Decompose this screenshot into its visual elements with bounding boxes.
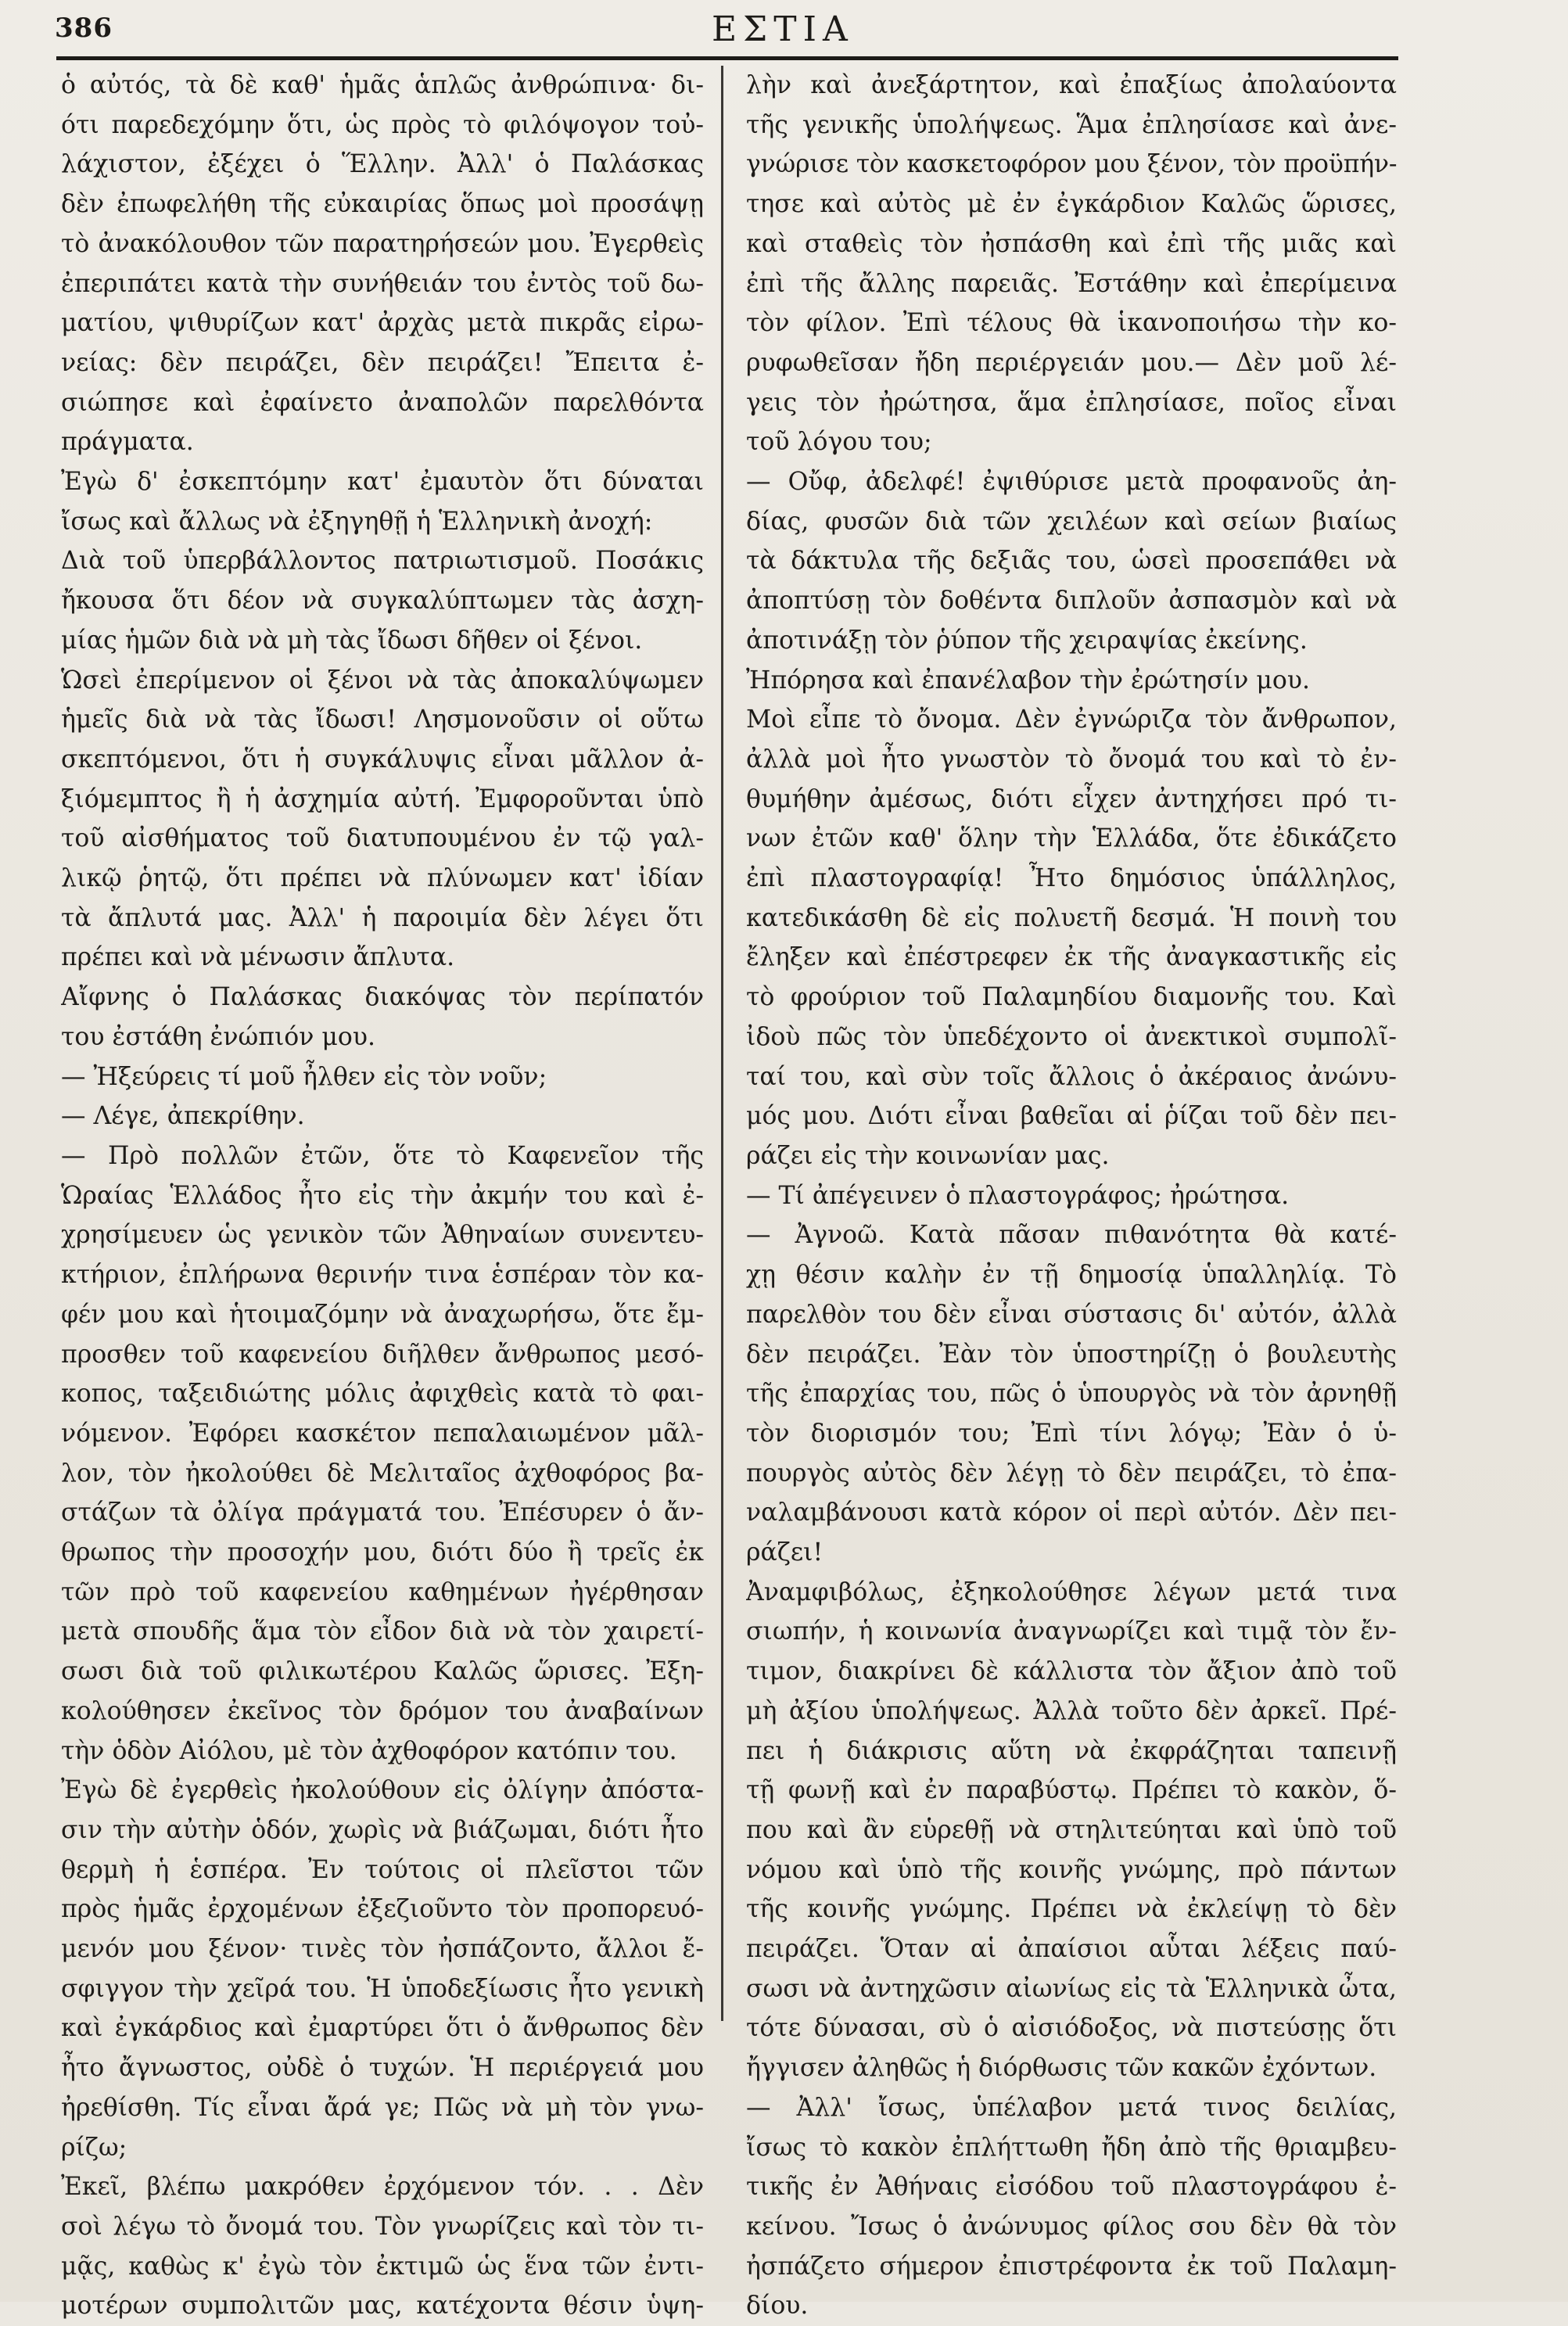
- text-line: τιμον, διακρίνει δὲ κάλλιστα τὸν ἄξιον ἀπὸ τοῦ: [746, 1657, 1397, 1686]
- text-line: Ἐγὼ δ' ἐσκεπτόμην κατ' ἐμαυτὸν ὅτι δύναται: [61, 468, 704, 497]
- text-line: ἴσως καὶ ἄλλως νὰ ἐξηγηθῇ ἡ Ἑλληνικὴ ἀνοχή:: [61, 507, 653, 536]
- text-line: θερμὴ ἡ ἑσπέρα. Ἐν τούτοις οἱ πλεῖστοι τῶν: [61, 1855, 704, 1884]
- text-line: φέν μου καὶ ἡτοιμαζόμην νὰ ἀναχωρήσω, ὅτε ἔμ-: [61, 1300, 704, 1329]
- text-line: τησε καὶ αὐτὸς μὲ ἐν ἐγκάρδιον Καλῶς ὥρισες,: [746, 190, 1397, 219]
- text-line: ἔληξεν καὶ ἐπέστρεφεν ἐκ τῆς ἀναγκαστικῆς εἰς: [746, 943, 1397, 972]
- text-line: ξιόμεμπτος ἢ ἡ ἀσχημία αὐτή. Ἐμφοροῦνται ὑπὸ: [61, 784, 704, 813]
- text-line: του ἐστάθη ἐνώπιόν μου.: [61, 1022, 376, 1051]
- text-line: τῶν πρὸ τοῦ καφενείου καθημένων ἠγέρθησαν: [61, 1578, 704, 1606]
- text-line: πει ἡ διάκρισις αὕτη νὰ ἐκφράζηται ταπεινῇ: [746, 1736, 1397, 1765]
- text-line: Μοὶ εἶπε τὸ ὄνομα. Δὲν ἐγνώριζα τὸν ἄνθρωπον,: [746, 705, 1397, 734]
- text-line: — Λέγε, ἀπεκρίθην.: [61, 1102, 305, 1131]
- text-line: τῆς κοινῆς γνώμης. Πρέπει νὰ ἐκλείψῃ τὸ δὲν: [746, 1895, 1397, 1924]
- text-line: γεις τὸν ἠρώτησα, ἅμα ἐπλησίασε, ποῖος εἶναι: [746, 388, 1397, 417]
- column-divider: [721, 66, 723, 2021]
- text-line: νείας: δὲν πειράζει, δὲν πειράζει! Ἔπειτα ἐ-: [61, 348, 704, 377]
- text-line: σκεπτόμενοι, ὅτι ἡ συγκάλυψις εἶναι μᾶλλον ἀ-: [61, 745, 704, 774]
- text-line: Ὡσεὶ ἐπερίμενον οἱ ξένοι νὰ τὰς ἀποκαλύψωμεν: [61, 666, 704, 695]
- text-line: μᾷς, καθὼς κ' ἐγὼ τὸν ἐκτιμῶ ὡς ἕνα τῶν ἐντι-: [61, 2252, 704, 2281]
- text-line: παρελθὸν του δὲν εἶναι σύστασις δι' αὐτόν, ἀλλὰ: [746, 1300, 1397, 1329]
- text-line: ἠσπάζετο σήμερον ἐπιστρέφοντα ἐκ τοῦ Παλαμη-: [746, 2252, 1397, 2281]
- text-line: μὴ ἀξίου ὑπολήψεως. Ἀλλὰ τοῦτο δὲν ἀρκεῖ. Πρέ-: [746, 1696, 1397, 1725]
- text-line: θυμήθην ἀμέσως, διότι εἶχεν ἀντηχήσει πρό τι-: [746, 784, 1397, 813]
- text-line: γνώρισε τὸν κασκετοφόρον μου ξένον, τὸν προϋπήν-: [746, 150, 1397, 179]
- text-line: Ὡραίας Ἑλλάδος ἦτο εἰς τὴν ἀκμήν του καὶ ἐ-: [61, 1181, 704, 1210]
- text-line: δίας, φυσῶν διὰ τῶν χειλέων καὶ σείων βιαίως: [746, 507, 1397, 536]
- text-line: τῆς ἐπαρχίας του, πῶς ὁ ὑπουργὸς νὰ τὸν ἀρνηθῇ: [746, 1380, 1397, 1409]
- text-line: κατεδικάσθη δὲ εἰς πολυετῆ δεσμά. Ἡ ποινὴ του: [746, 903, 1397, 932]
- text-line: τὸν φίλον. Ἐπὶ τέλους θὰ ἱκανοποιήσω τὴν κο-: [746, 309, 1397, 338]
- text-line: ἐπὶ τῆς ἄλλης παρειᾶς. Ἐστάθην καὶ ἐπερίμεινα: [746, 269, 1397, 298]
- text-line: τῇ φωνῇ καὶ ἐν παραβύστῳ. Πρέπει τὸ κακὸν, ὅ-: [746, 1776, 1397, 1805]
- text-line: χῃ θέσιν καλὴν ἐν τῇ δημοσίᾳ ὑπαλληλίᾳ. Τὸ: [746, 1261, 1397, 1290]
- text-line: ἀποπτύσῃ τὸν δοθέντα διπλοῦν ἀσπασμὸν καὶ νὰ: [746, 587, 1397, 616]
- text-line: ὁ αὐτός, τὰ δὲ καθ' ἡμᾶς ἁπλῶς ἀνθρώπινα· δι-: [61, 71, 704, 99]
- text-line: πρέπει καὶ νὰ μένωσιν ἄπλυτα.: [61, 943, 455, 972]
- text-line: Αἴφνης ὁ Παλάσκας διακόψας τὸν περίπατόν: [61, 983, 704, 1012]
- text-line: τὰ ἄπλυτά μας. Ἀλλ' ἡ παροιμία δὲν λέγει ὅτι: [61, 903, 704, 932]
- text-line: τὸ ἀνακόλουθον τῶν παρατηρήσεών μου. Ἐγερθεὶς: [61, 229, 704, 258]
- text-line: μοτέρων συμπολιτῶν μας, κατέχοντα θέσιν ὑψη-: [61, 2292, 704, 2321]
- text-line: σωσι διὰ τοῦ φιλικωτέρου Καλῶς ὥρισες. Ἐξη-: [61, 1657, 704, 1686]
- text-line: μίας ἡμῶν διὰ νὰ μὴ τὰς ἴδωσι δῆθεν οἱ ξένοι.: [61, 626, 643, 655]
- text-line: καὶ ἐγκάρδιος καὶ ἐμαρτύρει ὅτι ὁ ἄνθρωπος δὲν: [61, 2014, 704, 2043]
- text-line: ἤγγισεν ἀληθῶς ἡ διόρθωσις τῶν κακῶν ἐχόντων.: [746, 2054, 1377, 2083]
- text-line: πράγματα.: [61, 428, 194, 457]
- text-line: ματίου, ψιθυρίζων κατ' ἀρχὰς μετὰ πικρᾶς εἰρω-: [61, 309, 704, 338]
- text-line: νόμου καὶ ὑπὸ τῆς κοινῆς γνώμης, πρὸ πάντων: [746, 1855, 1397, 1884]
- text-line: ναλαμβάνουσι κατὰ κόρον οἱ περὶ αὐτόν. Δὲν πει-: [746, 1499, 1397, 1527]
- text-line: κτήριον, ἐπλήρωνα θερινήν τινα ἑσπέραν τὸν κα-: [61, 1261, 704, 1290]
- page-header: [55, 6, 1400, 50]
- text-line: ἦτο ἄγνωστος, οὐδὲ ὁ τυχών. Ἡ περιέργειά μου: [61, 2054, 704, 2083]
- text-line: ἀποτινάξῃ τὸν ῥύπον τῆς χειραψίας ἐκείνης.: [746, 626, 1308, 655]
- text-line: νων ἐτῶν καθ' ὅλην τὴν Ἑλλάδα, ὅτε ἐδικάζετο: [746, 824, 1397, 853]
- text-line: θρωπος τὴν προσοχήν μου, διότι δύο ἢ τρεῖς ἐκ: [61, 1538, 704, 1567]
- text-line: ἡμεῖς διὰ νὰ τὰς ἴδωσι! Λησμονοῦσιν οἱ οὕτω: [61, 705, 704, 734]
- text-line: λὴν καὶ ἀνεξάρτητον, καὶ ἐπαξίως ἀπολαύοντα: [746, 71, 1397, 99]
- text-line: κολούθησεν ἐκεῖνος τὸν δρόμον του ἀναβαίνων: [61, 1696, 704, 1725]
- text-line: ἐπὶ πλαστογραφίᾳ! Ἦτο δημόσιος ὑπάλληλος,: [746, 864, 1397, 893]
- running-head: ΕΣΤΙΑ: [712, 9, 854, 49]
- text-line: νόμενον. Ἐφόρει κασκέτον πεπαλαιωμένον μᾶλ-: [61, 1419, 704, 1448]
- text-line: μετὰ σπουδῆς ἅμα τὸν εἶδον διὰ νὰ τὸν χαιρετί-: [61, 1617, 704, 1646]
- text-line: χρησίμευεν ὡς γενικὸν τῶν Ἀθηναίων συνεντευ-: [61, 1221, 704, 1250]
- text-line: λάχιστον, ἐξέχει ὁ Ἕλλην. Ἀλλ' ὁ Παλάσκας: [61, 150, 704, 179]
- text-line: καὶ σταθεὶς τὸν ἠσπάσθη καὶ ἐπὶ τῆς μιᾶς καὶ: [746, 229, 1397, 258]
- text-line: — Τί ἀπέγεινεν ὁ πλαστογράφος; ἠρώτησα.: [746, 1181, 1290, 1210]
- text-line: τὴν ὁδὸν Αἰόλου, μὲ τὸν ἀχθοφόρον κατόπιν του.: [61, 1736, 677, 1765]
- text-line: κοπος, ταξειδιώτης μόλις ἀφιχθεὶς κατὰ τὸ φαι-: [61, 1380, 704, 1409]
- text-line: Ἠπόρησα καὶ ἐπανέλαβον τὴν ἐρώτησίν μου.: [746, 666, 1311, 695]
- text-line: στάζων τὰ ὀλίγα πράγματά του. Ἐπέσυρεν ὁ ἄν-: [61, 1499, 704, 1527]
- text-line: Ἐγὼ δὲ ἐγερθεὶς ἠκολούθουν εἰς ὀλίγην ἀπόστα-: [61, 1776, 704, 1805]
- text-line: τῆς γενικῆς ὑπολήψεως. Ἅμα ἐπλησίασε καὶ ἀνε-: [746, 110, 1397, 139]
- text-line: που καὶ ἂν εὑρεθῇ νὰ στηλιτεύηται καὶ ὑπὸ τοῦ: [746, 1815, 1397, 1844]
- text-line: κείνου. Ἴσως ὁ ἀνώνυμος φίλος σου δὲν θὰ τὸν: [746, 2212, 1397, 2241]
- text-line: ἀλλὰ μοὶ ἦτο γνωστὸν τὸ ὄνομά του καὶ τὸ ἐν-: [746, 745, 1397, 774]
- text-line: ότι παρεδεχόμην ὅτι, ὡς πρὸς τὸ φιλόψογον τοὐ-: [61, 110, 704, 139]
- text-line: λον, τὸν ἠκολούθει δὲ Μελιταῖος ἀχθοφόρος βα-: [61, 1459, 704, 1488]
- text-line: ἐπεριπάτει κατὰ τὴν συνήθειάν του ἐντὸς τοῦ δω-: [61, 269, 704, 298]
- text-line: τὰ δάκτυλα τῆς δεξιᾶς του, ὡσεὶ προσεπάθει νὰ: [746, 547, 1397, 576]
- text-line: δίου.: [746, 2292, 809, 2321]
- text-line: σιν τὴν αὐτὴν ὁδόν, χωρὶς νὰ βιάζωμαι, διότι ἦτο: [61, 1815, 704, 1844]
- text-line: ἠρεθίσθη. Τίς εἶναι ἄρά γε; Πῶς νὰ μὴ τὸν γνω-: [61, 2093, 704, 2122]
- text-line: σοὶ λέγω τὸ ὄνομά του. Τὸν γνωρίζεις καὶ τὸν τι-: [61, 2212, 704, 2241]
- text-line: Ἀναμφιβόλως, ἐξηκολούθησε λέγων μετά τινα: [746, 1578, 1397, 1606]
- text-line: — Ἠξεύρεις τί μοῦ ἦλθεν εἰς τὸν νοῦν;: [61, 1062, 547, 1091]
- text-line: τοῦ αἰσθήματος τοῦ διατυπουμένου ἐν τῷ γαλ-: [61, 824, 704, 853]
- header-rule: [56, 56, 1398, 60]
- left-column: [61, 66, 704, 2326]
- text-line: ράζει!: [746, 1538, 823, 1567]
- text-line: δὲν πειράζει. Ἐὰν τὸν ὑποστηρίζῃ ὁ βουλευτὴς: [746, 1340, 1397, 1369]
- text-line: — Ἀλλ' ἴσως, ὑπέλαβον μετά τινος δειλίας,: [746, 2093, 1397, 2122]
- text-line: ἰδοὺ πῶς τὸν ὑπεδέχοντο οἱ ἀνεκτικοὶ συμπολῖ-: [746, 1022, 1397, 1051]
- text-line: πρὸς ἡμᾶς ἐρχομένων ἐξεζιοῦντο τὸν προπορευό-: [61, 1895, 704, 1924]
- text-line: ρίζω;: [61, 2133, 127, 2162]
- text-line: πουργὸς αὐτὸς δὲν λέγῃ τὸ δὲν πειράζει, τὸ ἐπα-: [746, 1459, 1397, 1488]
- text-line: τότε δύνασαι, σὺ ὁ αἰσιόδοξος, νὰ πιστεύσῃς ὅτι: [746, 2014, 1397, 2043]
- text-line: τοῦ λόγου του;: [746, 428, 932, 457]
- text-line: ράζει εἰς τὴν κοινωνίαν μας.: [746, 1141, 1110, 1170]
- text-line: — Πρὸ πολλῶν ἐτῶν, ὅτε τὸ Καφενεῖον τῆς: [61, 1141, 704, 1170]
- text-line: ἴσως τὸ κακὸν ἐπλήττωθη ἤδη ἀπὸ τῆς θριαμβευ-: [746, 2133, 1397, 2162]
- text-line: λικῷ ῥητῷ, ὅτι πρέπει νὰ πλύνωμεν κατ' ἰδίαν: [61, 864, 704, 893]
- text-line: πειράζει. Ὅταν αἱ ἀπαίσιοι αὗται λέξεις παύ-: [746, 1935, 1397, 1964]
- text-line: τὸ φρούριον τοῦ Παλαμηδίου διαμονῆς του. Καὶ: [746, 983, 1397, 1012]
- text-line: τικῆς ἐν Ἀθήναις εἰσόδου τοῦ πλαστογράφου ἐ-: [746, 2173, 1397, 2202]
- text-line: προσθεν τοῦ καφενείου διῆλθεν ἄνθρωπος μεσό-: [61, 1340, 704, 1369]
- text-line: δὲν ἐπωφελήθη τῆς εὐκαιρίας ὅπως μοὶ προσάψῃ: [61, 190, 704, 219]
- text-line: σιωπήν, ἡ κοινωνία ἀναγνωρίζει καὶ τιμᾷ τὸν ἔν-: [746, 1617, 1397, 1646]
- text-line: ταί του, καὶ σὺν τοῖς ἄλλοις ὁ ἀκέραιος ἀνώνυ-: [746, 1062, 1397, 1091]
- page-number: 386: [55, 13, 113, 44]
- text-line: ρυφωθεῖσαν ἤδη περιέργειάν μου.— Δὲν μοῦ λέ-: [746, 348, 1397, 377]
- text-line: σωσι νὰ ἀντηχῶσιν αἰωνίως εἰς τὰ Ἑλληνικὰ ὦτα,: [746, 1974, 1397, 2003]
- text-line: ἤκουσα ὅτι δέον νὰ συγκαλύπτωμεν τὰς ἀσχη-: [61, 587, 704, 616]
- text-line: μενόν μου ξένον· τινὲς τὸν ἠσπάζοντο, ἄλλοι ἔ-: [61, 1935, 704, 1964]
- text-line: Διὰ τοῦ ὑπερβάλλοντος πατριωτισμοῦ. Ποσάκις: [61, 547, 704, 576]
- text-line: — Οὔφ, ἀδελφέ! ἐψιθύρισε μετὰ προφανοῦς ἀη-: [746, 468, 1397, 497]
- right-column: [746, 66, 1397, 2326]
- text-line: μός μου. Διότι εἶναι βαθεῖαι αἱ ῥίζαι τοῦ δὲν πει-: [746, 1102, 1397, 1131]
- text-line: σιώπησε καὶ ἐφαίνετο ἀναπολῶν παρελθόντα: [61, 388, 704, 417]
- text-line: Ἐκεῖ, βλέπω μακρόθεν ἐρχόμενον τόν. . . Δὲν: [61, 2173, 704, 2202]
- text-line: σφιγγον τὴν χεῖρά του. Ἡ ὑποδεξίωσις ἦτο γενικὴ: [61, 1974, 704, 2003]
- text-line: τὸν διορισμόν του; Ἐπὶ τίνι λόγῳ; Ἐὰν ὁ ὑ-: [746, 1419, 1397, 1448]
- text-line: — Ἀγνοῶ. Κατὰ πᾶσαν πιθανότητα θὰ κατέ-: [746, 1221, 1397, 1250]
